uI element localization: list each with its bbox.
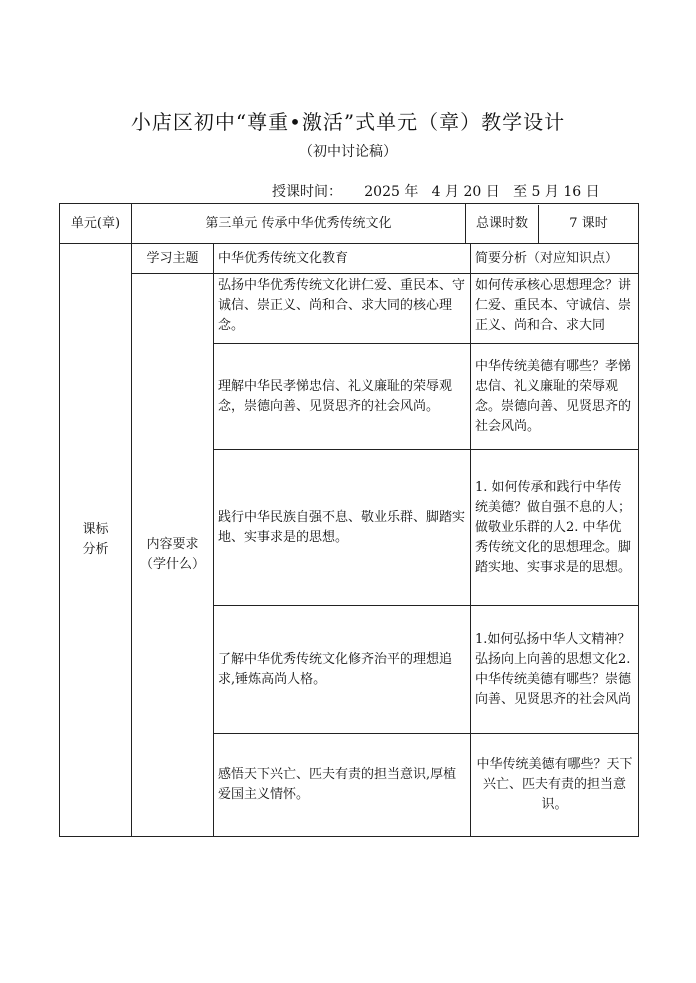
topic-row bbox=[60, 244, 639, 274]
content-requirement-label bbox=[132, 274, 214, 837]
content-req-line-1: 内容要求 bbox=[146, 537, 199, 552]
analysis-header: 简要分析（对应知识点） bbox=[471, 244, 639, 274]
content-req-line-2: （学什么） bbox=[139, 557, 205, 572]
requirement-text-5: 感悟天下兴亡、匹夫有责的担当意识,厚植爱国主义情怀。 bbox=[214, 734, 471, 837]
total-hours-value: 7 课时 bbox=[569, 215, 608, 231]
analysis-text-5: 中华传统美德有哪些？天下兴亡、匹夫有责的担当意识。 bbox=[471, 734, 639, 837]
content-row-1 bbox=[60, 274, 639, 344]
topic-value: 中华优秀传统文化教育 bbox=[214, 244, 471, 274]
analysis-text-4: 1.如何弘扬中华人文精神？弘扬向上向善的思想文化2.中华传统美德有哪些？崇德向善、见贤思齐的社会风尚 bbox=[471, 606, 639, 734]
section-label bbox=[60, 244, 132, 837]
total-hours-cell bbox=[466, 204, 639, 244]
unit-name: 第三单元 传承中华优秀传统文化 bbox=[132, 204, 466, 244]
total-hours-label: 总课时数 bbox=[466, 205, 539, 243]
analysis-text-1: 如何传承核心思想理念？讲仁爱、重民本、守诚信、崇正义、尚和合、求大同 bbox=[471, 274, 639, 344]
unit-label: 单元(章) bbox=[60, 204, 132, 244]
document-title: 小店区初中“尊重•激活”式单元（章）教学设计 bbox=[130, 110, 566, 134]
lesson-design-table bbox=[59, 203, 639, 837]
requirement-text-4: 了解中华优秀传统文化修齐治平的理想追求,锤炼高尚人格。 bbox=[214, 606, 471, 734]
analysis-text-2: 中华传统美德有哪些？孝悌忠信、礼义廉耻的荣辱观念。崇德向善、见贤思齐的社会风尚。 bbox=[471, 344, 639, 450]
requirement-text-1: 弘扬中华优秀传统文化讲仁爱、重民本、守诚信、崇正义、尚和合、求大同的核心理念。 bbox=[214, 274, 471, 344]
topic-label: 学习主题 bbox=[132, 244, 214, 274]
section-label-line-1: 课标 bbox=[82, 522, 109, 537]
teaching-date-line: 授课时间： 2025 年 4 月 20 日 至 5 月 16 日 bbox=[272, 184, 600, 200]
analysis-text-3: 1. 如何传承和践行中华传统美德？做自强不息的人；做敬业乐群的人2. 中华优秀传统文化的思想理念。脚踏实地、实事求是的思想。 bbox=[471, 450, 639, 606]
requirement-text-2: 理解中华民孝悌忠信、礼义廉耻的荣辱观念，崇德向善、见贤思齐的社会风尚。 bbox=[214, 344, 471, 450]
document-subtitle: （初中讨论稿） bbox=[299, 144, 397, 160]
requirement-text-3: 践行中华民族自强不息、敬业乐群、脚踏实地、实事求是的思想。 bbox=[214, 450, 471, 606]
section-label-line-2: 分析 bbox=[82, 542, 109, 557]
unit-row bbox=[60, 204, 639, 244]
